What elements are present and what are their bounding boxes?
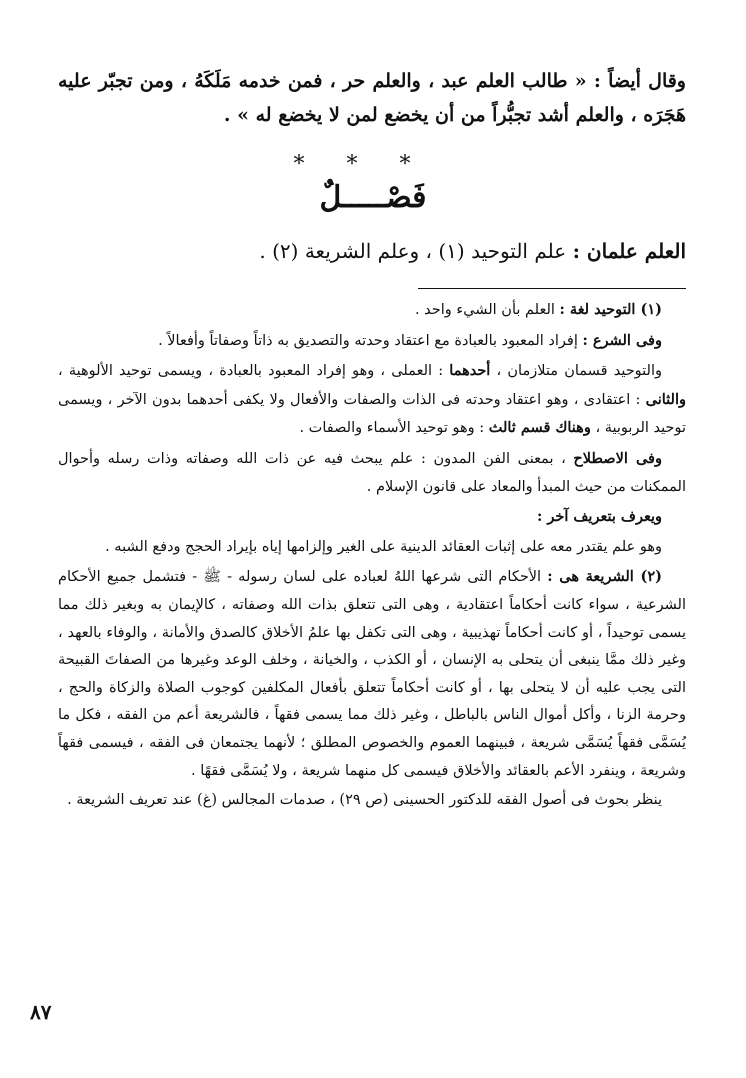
footnote-1-lugha (58, 296, 686, 325)
footnote-text: وهو علم يقتدر معه على إثبات العقائد الدينية على الغير وإلزامها إياه بإيراد الحجج ودفع الشبه . (105, 538, 662, 555)
footnote-label: وفى الاصطلاح (573, 449, 662, 467)
footnote-text: الأحكام التى شرعها اللهُ لعباده على لسان رسوله - ﷺ - فتشمل جميع الأحكام الشرعية ، سواء كانت أحكاماً اعتقادية ، وهى التى تتعلق بذات الله وصفاته ، كالإيمان به وبغير ذلك مما يسمى توحيداً ، أو كانت أحكاماً تهذيبية ، وهى التى تكفل بها علمُ الأخلاق كالصدق والأمانة ، والوفاء بالعهد ، وغير ذلك ممَّا ينبغى أن يتحلى به الإنسان ، أو الكذب ، والخيانة ، وخلف الوعد وغيرها من الصفاتَ القبيحة التى يجب عليه أن لا يتحلى بها ، أو كانت أحكاماً تتعلق بأفعال المكلفين كوجوب الصلاة والزكاة والحج ، وحرمة الزنا ، وأكل أموال الناس بالباطل ، وغير ذلك مما يسمى فقهاً ، فالشريعة أعم من الفقه ، فكل ما يُسَمَّى فقهاً يُسَمَّى شريعة ، فبينهما العموم والخصوص المطلق ؛ لأنهما يجتمعان فى الفقه ، فيسمى فقهاً وشريعة ، وينفرد الأعم بالعقائد والأخلاق فيسمى كل منهما شريعة ، ولا يُسَمَّى فقهًا . (58, 569, 686, 779)
footnote-text: ينظر بحوث فى أصول الفقه للدكتور الحسينى (ص ٢٩) ، صدمات المجالس (غ) عند تعريف الشريعة . (67, 792, 662, 809)
footnote-1-tarif-text (58, 534, 686, 562)
footnotes-section (58, 296, 686, 817)
footnote-1-istilah (58, 445, 686, 501)
footnote-text: العلم بأن الشيء واحد . (414, 302, 560, 318)
statement-text: علم التوحيد (١) ، وعلم الشريعة (٢) . (259, 239, 573, 263)
statement-lead: العلم علمان : (572, 239, 686, 263)
footnote-text: : وهو توحيد الأسماء والصفات . (299, 420, 489, 437)
footnote-2-shariah (58, 563, 686, 785)
footnote-label: ويعرف بتعريف آخر : (536, 508, 662, 526)
section-heading: فَصْـــــلٌ (319, 180, 427, 215)
footnote-2-refer (58, 787, 686, 815)
statement-paragraph (58, 234, 686, 268)
page-number: ٨٧ (30, 1000, 52, 1024)
asterisk-icon: * (293, 152, 347, 177)
footnote-1-tarif-akhar (58, 503, 686, 532)
asterisk-icon: * (346, 152, 400, 177)
footnote-1-aqsam (58, 357, 686, 443)
intro-quote-paragraph (58, 64, 686, 132)
footnote-text: ، بمعنى الفن المدون : علم يبحث فيه عن ذات الله وصفاته وذات رسله وأحوال الممكنات من حيث المبدأ والمعاد على قانون الإسلام . (58, 450, 686, 495)
footnote-label: وفى الشرع : (582, 331, 662, 349)
footnote-label: وهناك قسم ثالث (488, 419, 591, 437)
footnote-label: والثانى (645, 390, 686, 408)
footnote-label: (١) التوحيد لغة : (559, 301, 662, 318)
footnote-text: والتوحيد قسمان متلازمان ، (490, 363, 662, 380)
footnote-label: (٢) الشريعة هى : (547, 568, 662, 586)
asterisk-separator (0, 152, 746, 177)
footnote-text: : العملى ، وهو إفراد المعبود بالعبادة ، ويسمى توحيد الألوهية ، (58, 363, 450, 380)
footnote-text: : اعتقادى ، وهو اعتقاد وحدته فى الذات والصفات والأفعال ولا يكفى أحدهما بدون الآخر ، ويسمى توحيد الربوبية ، (58, 391, 686, 437)
footnote-label: أحدهما (449, 362, 491, 380)
intro-quote-text: وقال أيضاً : « طالب العلم عبد ، والعلم حر ، فمن خدمه مَلَكَهُ ، ومن تجبّر عليه هَجَرَه ، والعلم أشد تجبُّراً من أن يخضع لمن لا يخضع له » . (58, 70, 686, 126)
footnote-divider (418, 288, 686, 289)
footnote-1-shar (58, 327, 686, 356)
footnote-text: إفراد المعبود بالعبادة مع اعتقاد وحدته والتصديق به ذاتاً وصفاتاً وأفعالاً . (158, 332, 583, 349)
asterisk-icon: * (399, 152, 453, 177)
